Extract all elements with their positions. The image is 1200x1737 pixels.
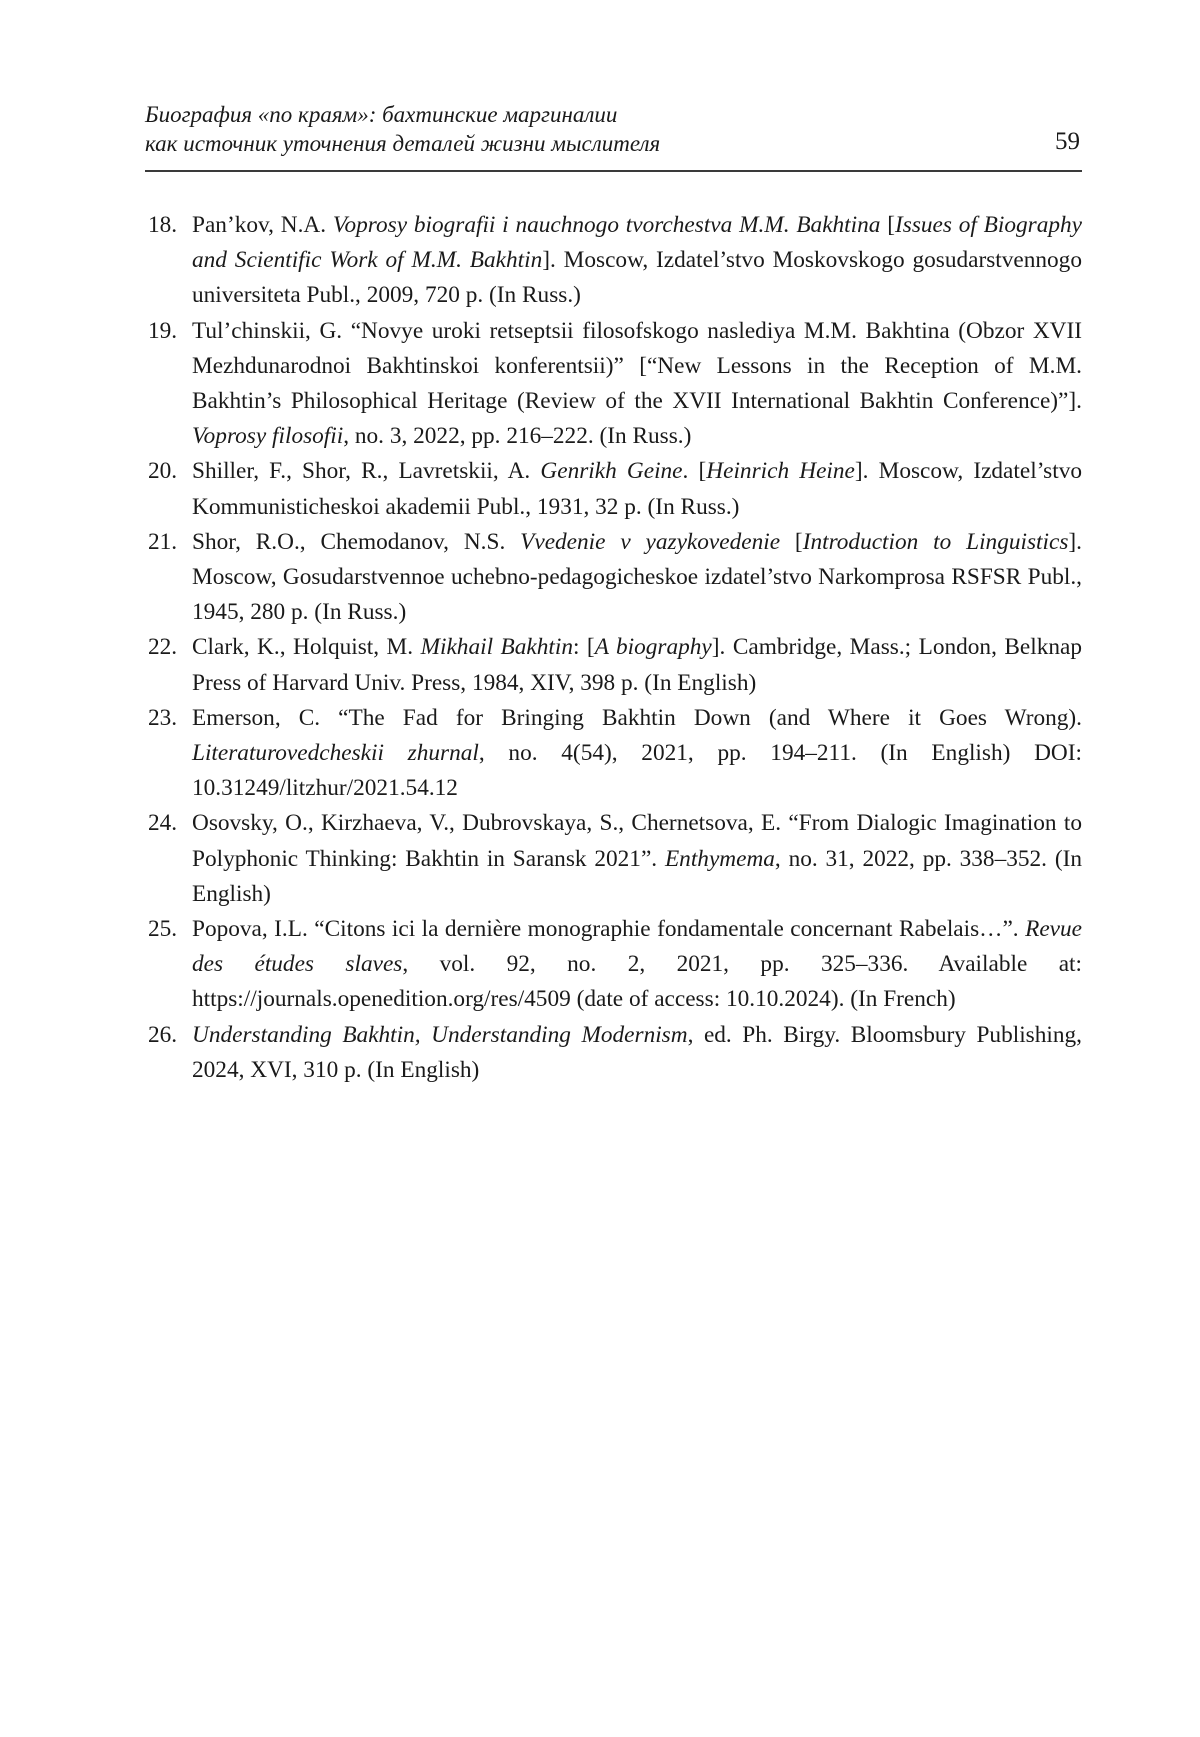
reference-item (145, 314, 1082, 455)
reference-number: 21. (148, 528, 178, 555)
reference-text-segment: Shiller, F., Shor, R., Lavretskii, A. (192, 458, 541, 485)
reference-text-segment: : [ (572, 634, 595, 661)
reference-text-segment: Pan’kov, N.A. (192, 212, 333, 238)
reference-list (145, 208, 1082, 1088)
reference-title-italic: A biography (594, 634, 712, 661)
reference-text-segment: , vol. 92, no. 2, 2021, pp. 325–336. Available at: https://journals.openedition.org/res/4509 (date of access: 10.10.2024). (In French) (192, 951, 1082, 1013)
reference-text-segment: Tul’chinskii, G. “Novye uroki retseptsii filosofskogo naslediya M.M. Bakhtina (Obzor XVII Mezhdunarodnoi Bakhtinskoi konferentsii)” [“New Lessons in the Reception of M.M. Bakhtin’s Philosophical Heritage (Review of the XVII International Bakhtin Conference)”]. (192, 317, 1082, 415)
reference-text (192, 318, 1082, 450)
page-number: 59 (1055, 128, 1080, 155)
reference-text-segment: ]. Moscow, Gosudarstvennoe uchebno-pedagogicheskoe izdatel’stvo Narkomprosa RSFSR Publ., 1945, 280 p. (In Russ.) (192, 528, 1082, 626)
reference-number: 18. (148, 212, 178, 238)
reference-number: 24. (148, 810, 178, 837)
reference-number: 20. (148, 458, 178, 485)
reference-text (192, 634, 1082, 695)
reference-text-segment: Popova, I.L. “Citons ici la dernière monographie fondamentale concernant Rabelais…”. (192, 916, 1026, 943)
reference-title-italic: Introduction to Linguistics (802, 528, 1069, 555)
reference-text (192, 458, 1082, 519)
reference-title-italic: Voprosy filosofii (192, 423, 344, 450)
reference-title-italic: Understanding Bakhtin, Understanding Modernism (192, 1021, 688, 1048)
reference-text-segment: [ (780, 528, 803, 555)
reference-number: 19. (148, 317, 178, 344)
reference-item (145, 454, 1082, 524)
reference-text-segment: , no. 4(54), 2021, pp. 194–211. (In English) DOI: 10.31249/litzhur/2021.54.12 (192, 740, 1082, 802)
reference-text-segment: Osovsky, O., Kirzhaeva, V., Dubrovskaya, S., Chernetsova, E. “From Dialogic Imagination to Polyphonic Thinking: Bakhtin in Saransk 2021”. (192, 810, 1082, 872)
reference-text-segment: Emerson, C. “The Fad for Bringing Bakhtin Down (and Where it Goes Wrong). (192, 704, 1082, 731)
reference-item (145, 806, 1082, 912)
header-title-line-2: как источник уточнения деталей жизни мыслителя (145, 131, 661, 156)
reference-text (192, 916, 1082, 1012)
reference-text-segment: ]. Moscow, Izdatel’stvo Moskovskogo gosudarstvennogo universiteta Publ., 2009, 720 p. (In Russ.) (192, 247, 1082, 309)
reference-text (192, 1022, 1082, 1083)
reference-text-segment: [ (880, 212, 895, 238)
reference-text-segment: Shor, R.O., Chemodanov, N.S. (192, 528, 521, 555)
reference-text-segment: , ed. Ph. Birgy. Bloomsbury Publishing, 2024, XVI, 310 p. (In English) (192, 1021, 1082, 1083)
reference-title-italic: Revue des études slaves (192, 916, 1082, 978)
reference-title-italic: Literaturovedcheskii zhurnal (192, 740, 479, 767)
reference-text (192, 810, 1082, 906)
reference-text-segment: ]. Cambridge, Mass.; London, Belknap Press of Harvard Univ. Press, 1984, XIV, 398 p. (In English) (192, 634, 1083, 696)
reference-text-segment: ]. Moscow, Izdatel’stvo Kommunisticheskoi akademii Publ., 1931, 32 p. (In Russ.) (192, 458, 1082, 520)
reference-number: 22. (148, 634, 178, 661)
reference-item (145, 208, 1082, 314)
reference-text (192, 212, 1082, 308)
reference-item (145, 912, 1082, 1018)
reference-title-italic: Issues of Biography and Scientific Work of M.M. Bakhtin (192, 212, 1082, 274)
reference-title-italic: Enthymema (664, 845, 775, 872)
running-header-title (145, 100, 965, 158)
reference-text (192, 529, 1082, 625)
running-header (145, 100, 1082, 172)
header-title-line-1: Биография «по краям»: бахтинские маргиналии (145, 102, 618, 127)
reference-item (145, 1018, 1082, 1088)
reference-text-segment: , no. 31, 2022, pp. 338–352. (In English) (192, 845, 1082, 907)
reference-text-segment: , no. 3, 2022, pp. 216–222. (In Russ.) (343, 423, 692, 450)
reference-text (192, 705, 1082, 801)
reference-text-segment: Clark, K., Holquist, M. (192, 634, 421, 661)
reference-item (145, 630, 1082, 700)
reference-number: 25. (148, 916, 178, 943)
reference-title-italic: Heinrich Heine (706, 458, 855, 485)
reference-item (145, 701, 1082, 807)
reference-title-italic: Vvedenie v yazykovedenie (520, 528, 781, 555)
reference-number: 23. (148, 704, 178, 731)
reference-title-italic: Genrikh Geine (540, 458, 683, 485)
reference-text-segment: . [ (682, 458, 707, 485)
reference-title-italic: Mikhail Bakhtin (420, 634, 573, 661)
reference-title-italic: Voprosy biografii i nauchnogo tvorchestva M.M. Bakhtina (332, 212, 881, 238)
reference-item (145, 525, 1082, 631)
reference-number: 26. (148, 1021, 178, 1048)
